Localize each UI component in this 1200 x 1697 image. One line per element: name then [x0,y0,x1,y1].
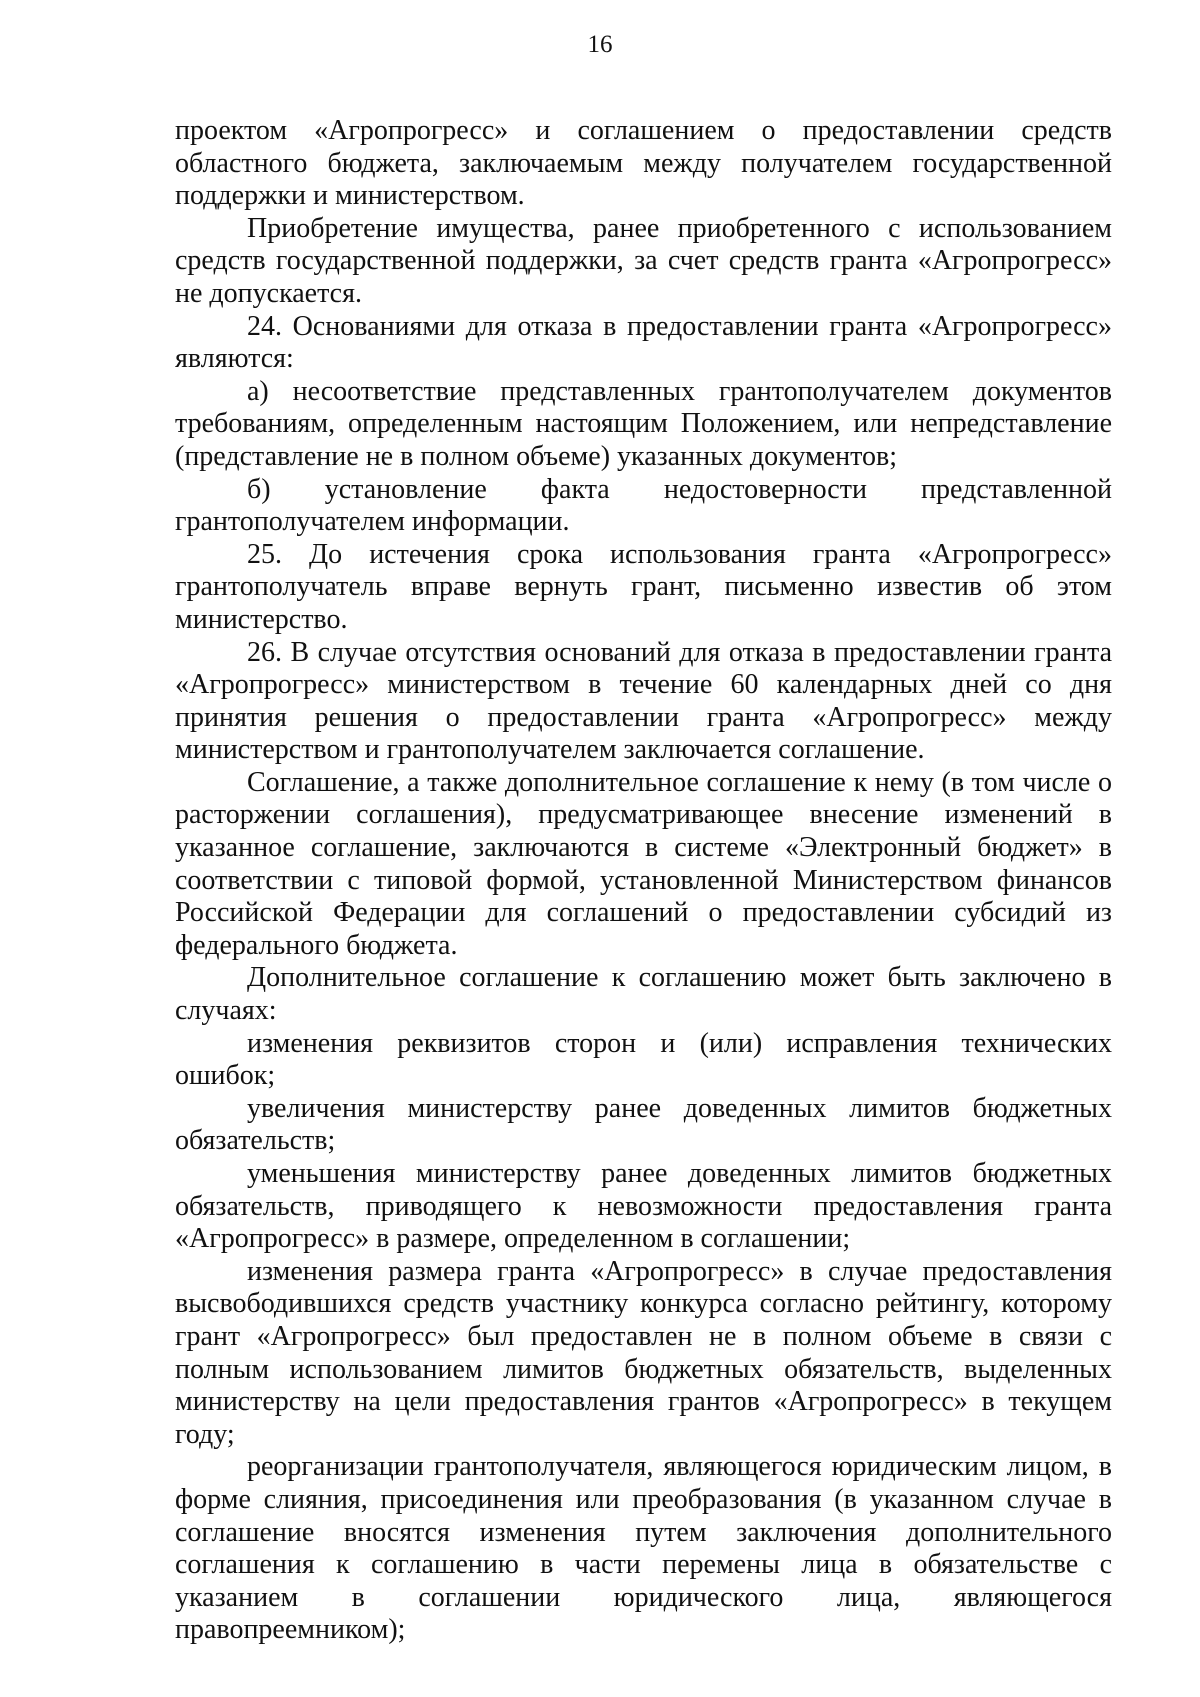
paragraph-agreement-system: Соглашение, а также дополнительное соглашение к нему (в том числе о расторжении соглашения), предусматривающее внесение изменений в указанное соглашение, заключаются в системе «Электронный бюджет» в соответствии с типовой формой, установленной Министерством финансов Российской Федерации для соглашений о предоставлении субсидий из федерального бюджета. [175,766,1112,961]
paragraph-25-grant-return: 25. До истечения срока использования гранта «Агропрогресс» грантополучатель вправе вернуть грант, письменно известив об этом министерство. [175,538,1112,635]
paragraph-24b: б) установление факта недостоверности представленной грантополучателем информации. [175,473,1112,538]
paragraph-26-agreement: 26. В случае отсутствия оснований для отказа в предоставлении гранта «Агропрогресс» министерством в течение 60 календарных дней со дня принятия решения о предоставлении гранта «Агропрогресс» между министерством и грантополучателем заключается соглашение. [175,636,1112,766]
list-item-grant-size-change: изменения размера гранта «Агропрогресс» в случае предоставления высвободившихся средств участнику конкурса согласно рейтингу, которому грант «Агропрогресс» был предоставлен не в полном объеме в связи с полным использованием лимитов бюджетных обязательств, выделенных министерству на цели предоставления грантов «Агропрогресс» в текущем году; [175,1255,1112,1450]
paragraph-24-refusal-grounds: 24. Основаниями для отказа в предоставлении гранта «Агропрогресс» являются: [175,310,1112,375]
list-item-requisites-change: изменения реквизитов сторон и (или) исправления технических ошибок; [175,1027,1112,1092]
paragraph-24a: а) несоответствие представленных грантополучателем документов требованиям, определенным настоящим Положением, или непредставление (представление не в полном объеме) указанных документов; [175,375,1112,472]
list-item-limits-decrease: уменьшения министерству ранее доведенных лимитов бюджетных обязательств, приводящего к невозможности предоставления гранта «Агропрогресс» в размере, определенном в соглашении; [175,1158,1112,1255]
paragraph-property-acquisition: Приобретение имущества, ранее приобретенного с использованием средств государственной поддержки, за счет средств гранта «Агропрогресс» не допускается. [175,212,1112,309]
paragraph-additional-agreement-cases: Дополнительное соглашение к соглашению может быть заключено в случаях: [175,962,1112,1027]
paragraph-continuation: проектом «Агропрогресс» и соглашением о предоставлении средств областного бюджета, заключаемым между получателем государственной поддержки и министерством. [175,115,1112,212]
document-body [175,115,1112,1647]
list-item-reorganization: реорганизации грантополучателя, являющегося юридическим лицом, в форме слияния, присоединения или преобразования (в указанном случае в соглашение вносятся изменения путем заключения дополнительного соглашения к соглашению в части перемены лица в обязательстве с указанием в соглашении юридического лица, являющегося правопреемником); [175,1451,1112,1646]
list-item-limits-increase: увеличения министерству ранее доведенных лимитов бюджетных обязательств; [175,1092,1112,1157]
page-number: 16 [587,31,613,58]
